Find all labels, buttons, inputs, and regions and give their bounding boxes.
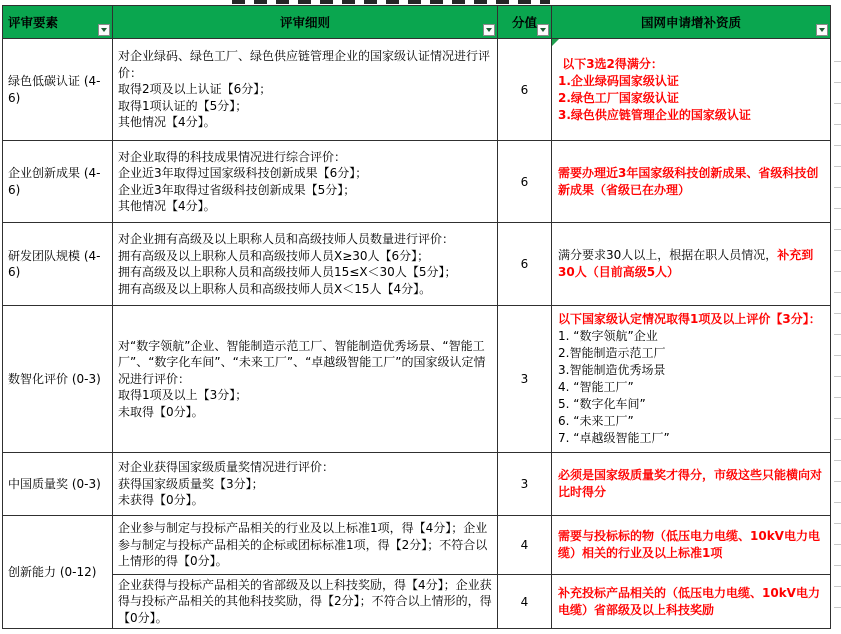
score-cell[interactable]	[498, 223, 552, 306]
rules-line: 未获得【0分】。	[118, 493, 204, 508]
remark-text-segment: 1.企业绿码国家级认证	[558, 73, 679, 88]
element-label: 数智化评价 (0-3)	[8, 371, 101, 386]
remark-text-segment: 5. “数字化车间”	[558, 397, 646, 411]
header-label: 分值	[511, 15, 537, 30]
header-label: 评审细则	[279, 15, 330, 30]
rules-line: 其他情况【4分】。	[118, 115, 216, 130]
header-cell-col3[interactable]	[498, 6, 552, 39]
rules-cell[interactable]	[113, 516, 498, 575]
remark-paragraph	[558, 467, 827, 501]
remark-paragraph	[558, 430, 827, 447]
remark-text-segment: 3.绿色供应链管理企业的国家级认证	[558, 107, 751, 122]
filter-dropdown-button-col1[interactable]	[98, 24, 110, 36]
remark-cell[interactable]	[552, 516, 831, 575]
filter-dropdown-button-col2[interactable]	[483, 24, 495, 36]
element-label: 企业创新成果 (4-6)	[8, 166, 101, 197]
remark-text-segment: 4. “智能工厂”	[558, 380, 634, 394]
rules-line: 取得1项及以上【3分】；	[118, 388, 248, 403]
remark-paragraph	[558, 345, 827, 362]
remark-cell[interactable]	[552, 39, 831, 141]
remark-paragraph	[558, 362, 827, 379]
rules-line: 拥有高级及以上职称人员和高级技师人员X＜15人【4分】。	[118, 281, 432, 296]
remark-text-segment: 必须是国家级质量奖才得分，市级这些只能横向对比时得分	[558, 468, 823, 499]
score-value: 6	[520, 257, 529, 271]
remark-paragraph	[558, 247, 827, 281]
rules-cell[interactable]	[113, 141, 498, 223]
clipped-title	[232, 0, 550, 4]
score-cell[interactable]	[498, 516, 552, 575]
remark-text-segment: 以下国家级认定情况取得1项及以上评价【3分】：	[558, 312, 821, 326]
remark-paragraph	[558, 328, 827, 345]
rules-cell[interactable]	[113, 453, 498, 516]
rules-line: 企业近3年取得过省级科技创新成果【5分】；	[118, 182, 356, 197]
remark-text-segment: 补充投标产品相关的（低压电力电缆、10kV电力电缆）省部级及以上科技奖励	[558, 585, 820, 617]
remark-text-segment: 7. “卓越级智能工厂”	[558, 431, 670, 445]
remark-text-segment: 满分要求30人以上，根据在职人员情况，	[558, 248, 778, 262]
score-cell[interactable]	[498, 306, 552, 453]
chevron-down-icon	[540, 28, 546, 32]
chevron-down-icon	[486, 28, 492, 32]
element-cell[interactable]	[3, 141, 113, 223]
rules-line: 对企业取得的科技成果情况进行综合评价：	[118, 149, 347, 164]
score-value: 4	[520, 538, 529, 552]
rules-line: 获得国家级质量奖【3分】；	[118, 476, 264, 491]
remark-text-segment: 3.智能制造优秀场景	[558, 363, 666, 377]
element-label: 研发团队规模 (4-6)	[8, 248, 101, 279]
score-value: 4	[520, 594, 529, 609]
rules-line: 未取得【0分】。	[118, 404, 204, 419]
rules-line: 企业近3年取得过国家级科技创新成果【6分】；	[118, 166, 368, 180]
remark-paragraph	[558, 311, 827, 328]
filter-dropdown-button-col4[interactable]	[816, 24, 828, 36]
chevron-down-icon	[819, 28, 825, 32]
rules-line: 对“数字领航”企业、智能制造示范工厂、智能制造优秀场景、“智能工厂”、“数字化车间”、“未来工厂”、“卓越级智能工厂”的国家级认定情况进行评价：	[118, 338, 486, 386]
remark-text-segment: 1. “数字领航”企业	[558, 329, 658, 343]
remark-paragraph	[558, 413, 827, 430]
score-cell[interactable]	[498, 575, 552, 629]
remark-paragraph	[558, 90, 827, 107]
rules-line: 取得1项认证的【5分】；	[118, 98, 248, 113]
header-cell-col1[interactable]	[3, 6, 113, 39]
rules-line: 企业获得与投标产品相关的省部级及以上科技奖励，得【4分】；企业获得与投标产品相关的其他科技奖励，得【2分】；不符合以上情形的，得【0分】。	[118, 577, 492, 625]
remark-cell[interactable]	[552, 141, 831, 223]
filter-dropdown-button-col3[interactable]	[537, 24, 549, 36]
review-table	[2, 5, 831, 629]
element-label: 绿色低碳认证 (4-6)	[8, 74, 101, 105]
score-cell[interactable]	[498, 39, 552, 141]
remark-text-segment: 以下3选2得满分：	[558, 56, 663, 71]
rules-cell[interactable]	[113, 39, 498, 141]
remark-paragraph	[558, 56, 827, 73]
element-label: 创新能力 (0-12)	[8, 564, 97, 579]
score-value: 6	[520, 174, 529, 189]
header-cell-col4[interactable]	[552, 6, 831, 39]
remark-paragraph	[558, 379, 827, 396]
rules-line: 企业参与制定与投标产品相关的行业及以上标准1项，得【4分】；企业参与制定与投标产品相关的企标或团标标准1项，得【2分】；不符合以上情形的得【0分】。	[118, 521, 488, 569]
rules-line: 拥有高级及以上职称人员和高级技师人员15≤X＜30人【5分】；	[118, 265, 457, 279]
score-value: 3	[520, 372, 529, 386]
score-cell[interactable]	[498, 453, 552, 516]
remark-paragraph	[558, 396, 827, 413]
remark-cell[interactable]	[552, 223, 831, 306]
element-cell[interactable]	[3, 516, 113, 629]
remark-cell[interactable]	[552, 306, 831, 453]
remark-text-segment: 2.绿色工厂国家级认证	[558, 90, 679, 105]
remark-cell[interactable]	[552, 453, 831, 516]
rules-cell[interactable]	[113, 575, 498, 629]
header-label: 国网申请增补资质	[640, 15, 741, 30]
rules-line: 其他情况【4分】。	[118, 199, 216, 213]
remark-text-segment: 2.智能制造示范工厂	[558, 346, 666, 360]
remark-paragraph	[558, 73, 827, 90]
remark-paragraph	[558, 107, 827, 124]
rules-line: 对企业绿码、绿色工厂、绿色供应链管理企业的国家级认证情况进行评价：	[118, 49, 491, 80]
chevron-down-icon	[101, 28, 107, 32]
remark-cell[interactable]	[552, 575, 831, 629]
rules-cell[interactable]	[113, 306, 498, 453]
rules-cell[interactable]	[113, 223, 498, 306]
remark-text-segment: 补充到30人（目前高级5人）	[558, 248, 814, 279]
header-label: 评审要素	[8, 15, 59, 30]
element-cell[interactable]	[3, 223, 113, 306]
element-cell[interactable]	[3, 39, 113, 141]
rules-line: 取得2项及以上认证【6分】；	[118, 82, 272, 97]
remark-paragraph	[558, 585, 827, 619]
remark-text-segment: 需要与投标标的物（低压电力电缆、10kV电力电缆）相关的行业及以上标准1项	[558, 529, 820, 560]
right-gridlines	[834, 41, 841, 628]
remark-text-segment: 6. “未来工厂”	[558, 414, 634, 428]
rules-line: 拥有高级及以上职称人员和高级技师人员X≥30人【6分】；	[118, 248, 430, 263]
remark-text-segment: 需要办理近3年国家级科技创新成果、省级科技创新成果（省级已在办理）	[558, 165, 819, 197]
element-label: 中国质量奖 (0-3)	[8, 476, 101, 491]
score-cell[interactable]	[498, 141, 552, 223]
element-cell[interactable]	[3, 306, 113, 453]
score-value: 6	[520, 82, 529, 97]
corner-marker-icon	[552, 39, 559, 46]
remark-paragraph	[558, 528, 827, 562]
rules-line: 对企业获得国家级质量奖情况进行评价：	[118, 460, 335, 475]
element-cell[interactable]	[3, 453, 113, 516]
remark-paragraph	[558, 165, 827, 199]
header-cell-col2[interactable]	[113, 6, 498, 39]
score-value: 3	[520, 477, 529, 491]
rules-line: 对企业拥有高级及以上职称人员和高级技师人员数量进行评价：	[118, 232, 455, 246]
